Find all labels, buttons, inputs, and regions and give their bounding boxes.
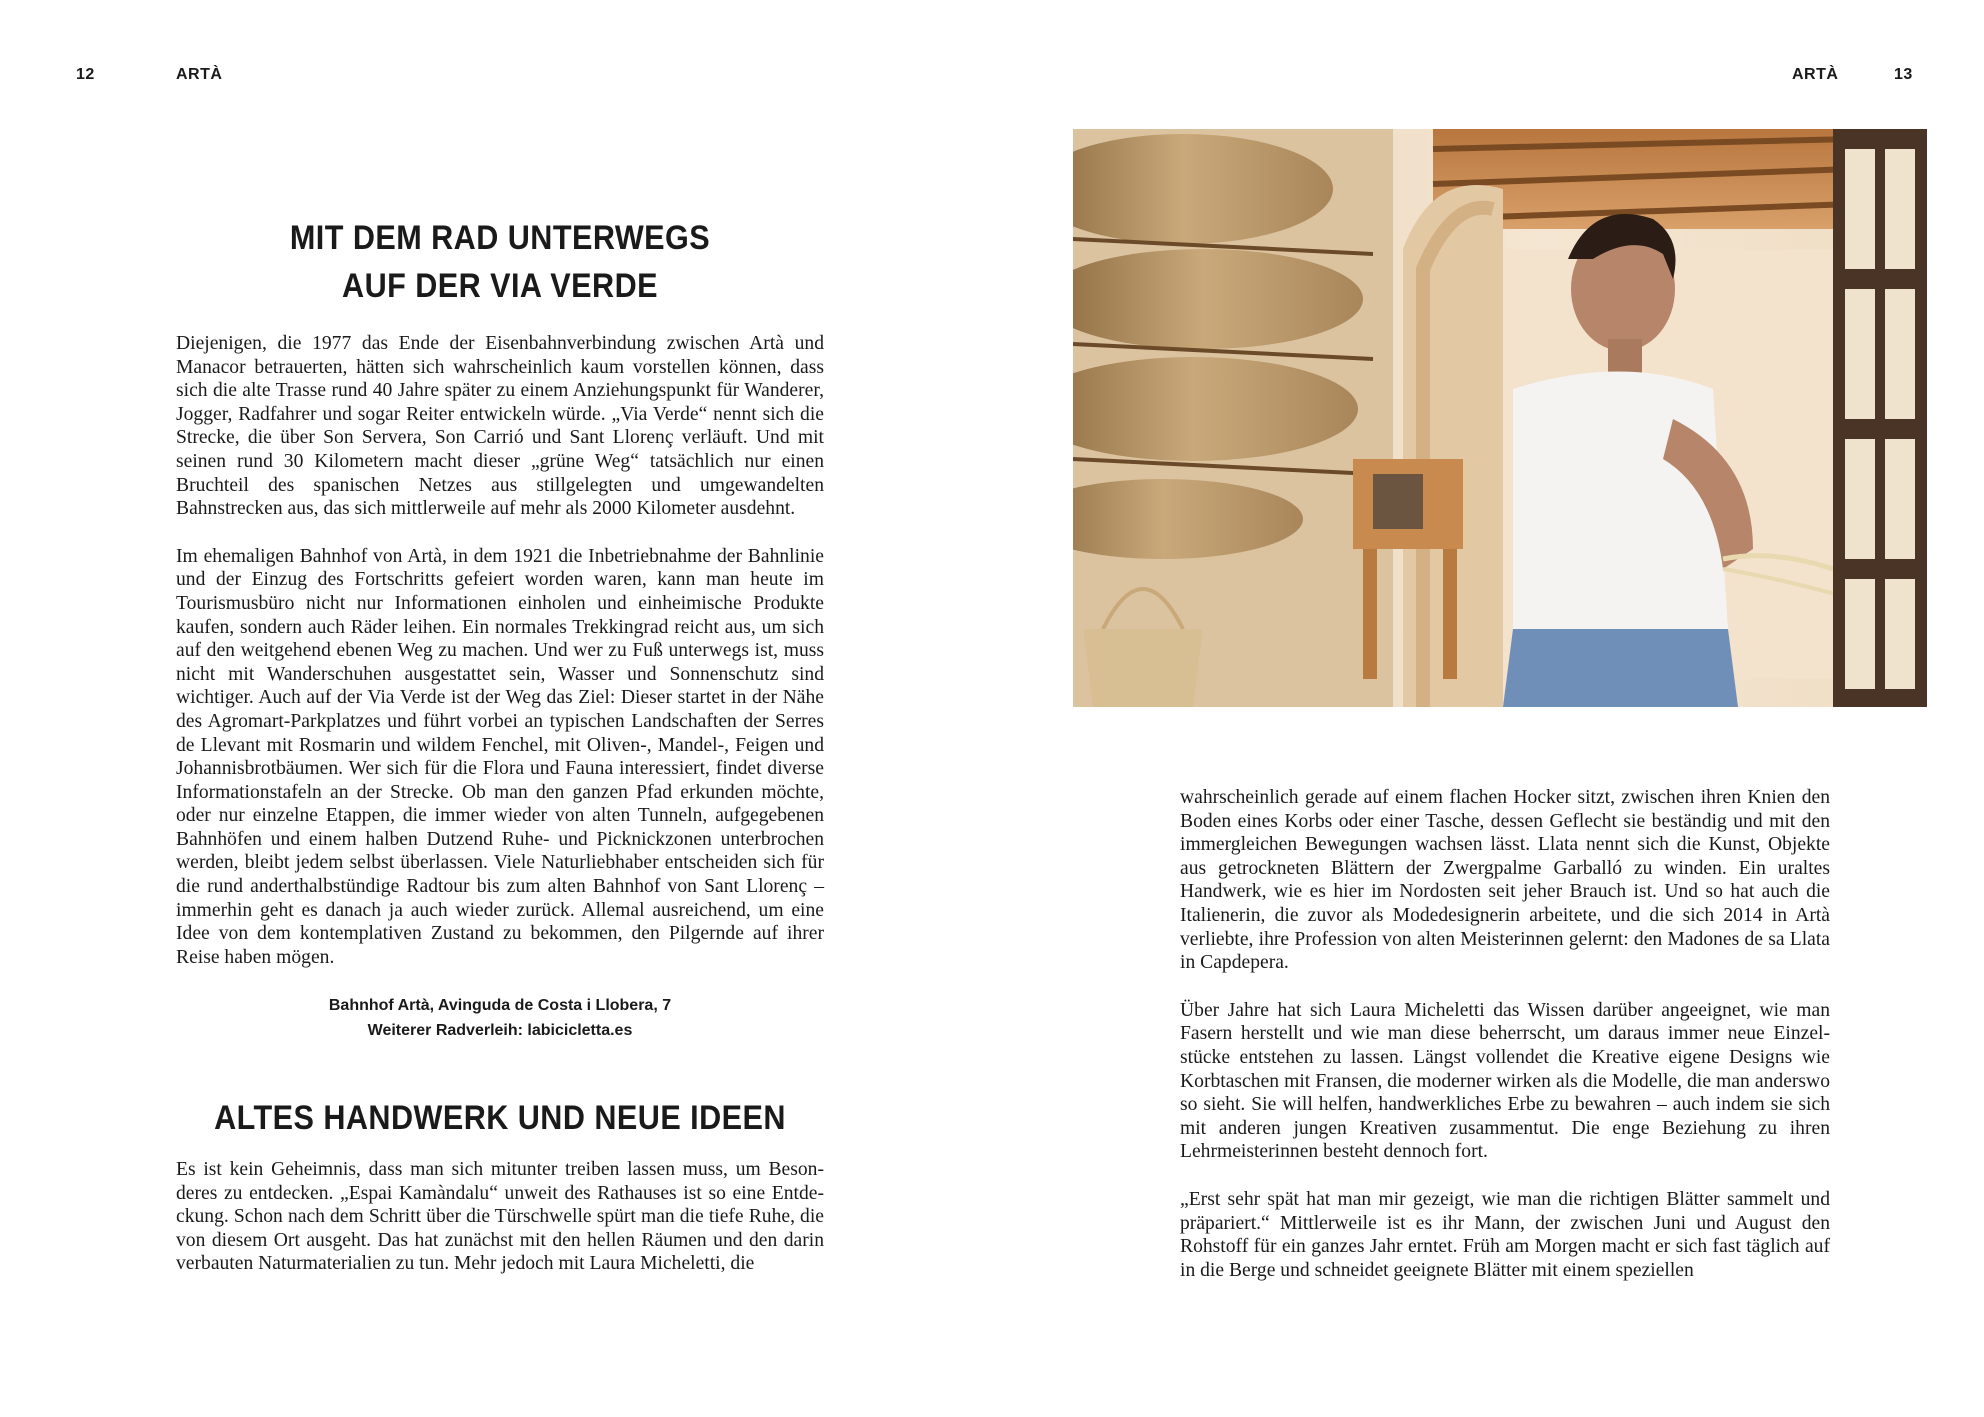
- section-heading-altes-handwerk: ALTES HANDWERK UND NEUE IDEEN: [214, 1099, 786, 1137]
- workshop-photo-illustration: [1073, 129, 1927, 707]
- info-box: [176, 993, 824, 1043]
- info-bike-rental: Weiterer Radverleih: labicicletta.es: [367, 1022, 633, 1040]
- running-title-left: ARTÀ: [176, 66, 223, 83]
- body-paragraph: „Erst sehr spät hat man mir gezeigt, wie man die richtigen Blätter sammelt und präpariert.“ Mittlerweile ist es ihr Mann, der zwischen Juni und August den Rohstoff für ein ganzes Jahr erntet. Früh am Morgen macht er sich fast täglich auf in die Berge und schneidet geeignete Blätter mit einem speziellen: [1180, 1188, 1830, 1281]
- page-number-left: 12: [76, 66, 95, 83]
- section-altes-handwerk: [176, 1094, 824, 1276]
- heading-line-1: MIT DEM RAD UNTERWEGS: [289, 219, 711, 257]
- photo-laura-micheletti-workshop: [1073, 129, 1927, 707]
- heading-line-2: AUF DER VIA VERDE: [342, 267, 658, 305]
- running-title-right: ARTÀ: [1792, 66, 1839, 83]
- body-paragraph: Über Jahre hat sich Laura Micheletti das Wissen darüber angeeignet, wie man Fasern herstellt und wie man diese beherrscht, um daraus immer neue Einzelstücke entstehen zu lassen. Längst vollendet die Kreative eigene Designs wie Korbtaschen mit Fransen, die moderner wirken als die Modelle, die man anderswo so sieht. Sie will helfen, handwerkliches Erbe zu bewahren – auch indem sie sich mit anderen jungen Kreativen zusammentut. Die enge Beziehung zu ihren Lehrmeisterinnen besteht dennoch fort.: [1180, 999, 1830, 1163]
- body-paragraph: Im ehemaligen Bahnhof von Artà, in dem 1921 die Inbetriebnahme der Bahnlinie und der Einzug des Fortschritts gefeiert worden waren, kann man heute im Tourismusbüro nicht nur Informationen einholen und einheimische Produkte kaufen, sondern auch Räder leihen. Ein normales Trekkingrad reicht aus, um sich auf den weitgehend ebenen Weg zu machen. Und wer zu Fuß unterwegs ist, muss nicht mit Wanderschuhen ausgestattet sein, Wasser und Sonnenschutz sind wichtiger. Auch auf der Via Verde ist der Weg das Ziel: Dieser startet in der Nähe des Agromart-Parkplatzes und führt vorbei an typischen Landschaften der Serres de Llevant mit Rosmarin und wildem Fenchel, mit Oliven-, Mandel-, Feigen und Johannisbrotbäumen. Wer sich für die Flora und Fauna interessiert, findet diverse Informationstafeln an der Strecke. Ob man den ganzen Pfad erkunden möchte, oder nur einzelne Etappen, die immer wieder von alten Tunneln, aufgegebenen Bahnhöfen und einem halben Dutzend Ruhe- und Picknickzonen unterbrochen werden, bleibt jedem selbst überlassen. Viele Naturliebhaber entscheiden sich für die rund anderthalbstündige Radtour bis zum alten Bahnhof von Sant Llorenç – immerhin geht es danach ja auch wieder zurück. Allemal ausreichend, um eine Idee von dem kontemplativen Zustand zu bekommen, den Pilgernde auf ihrer Reise haben mögen.: [176, 545, 824, 968]
- section-heading-via-verde: [208, 214, 791, 310]
- body-paragraph: Es ist kein Geheimnis, dass man sich mitunter treiben lassen muss, um Besonderes zu entdecken. „Espai Kamàndalu“ unweit des Rathauses ist so eine Entdeckung. Schon nach dem Schritt über die Türschwelle spürt man die tiefe Ruhe, die von diesem Ort ausgeht. Das hat zunächst mit den hellen Räumen und den darin verbauten Naturmaterialien zu tun. Mehr jedoch mit Laura Micheletti, die: [176, 1159, 824, 1275]
- section-via-verde: [176, 214, 824, 1043]
- right-column-text: [1180, 786, 1830, 1282]
- body-paragraph: wahrscheinlich gerade auf einem flachen Hocker sitzt, zwischen ihren Knien den Boden eines Korbs oder einer Tasche, dessen Geflecht sie beständig und mit den immergleichen Bewegungen wachsen lässt. Llata nennt sich die Kunst, Objekte aus getrockneten Blättern der Zwergpalme Garballó zu winden. Ein uraltes Handwerk, wie es hier im Nordosten seit jeher Brauch ist. Und so hat auch die Italienerin, die zuvor als Modedesignerin arbeitete, und die sich 2014 in Artà verliebte, ihre Profession von alten Meisterinnen gelernt: den Madones de sa Llata in Capdepera.: [1180, 787, 1830, 974]
- info-address: Bahnhof Artà, Avinguda de Costa i Llobera, 7: [328, 997, 672, 1015]
- page-number-right: 13: [1894, 66, 1913, 83]
- body-paragraph: Diejenigen, die 1977 das Ende der Eisenbahnverbindung zwischen Artà und Manacor betrauerten, hätten sich wahrscheinlich kaum vorstellen können, dass sich die alte Trasse rund 40 Jahre später zu einem Anziehungspunkt für Wanderer, Jogger, Radfahrer und sogar Reiter entwickeln würde. „Via Verde“ nennt sich die Strecke, die über Son Servera, Son Carrió und Sant Llorenç verläuft. Und mit seinen rund 30 Kilometern macht dieser „grüne Weg“ tatsächlich nur einen Bruchteil des spanischen Netzes aus stillgelegten und umgewandelten Bahnstrecken aus, das sich mittlerweile auf mehr als 2000 Kilometer ausdehnt.: [176, 333, 824, 520]
